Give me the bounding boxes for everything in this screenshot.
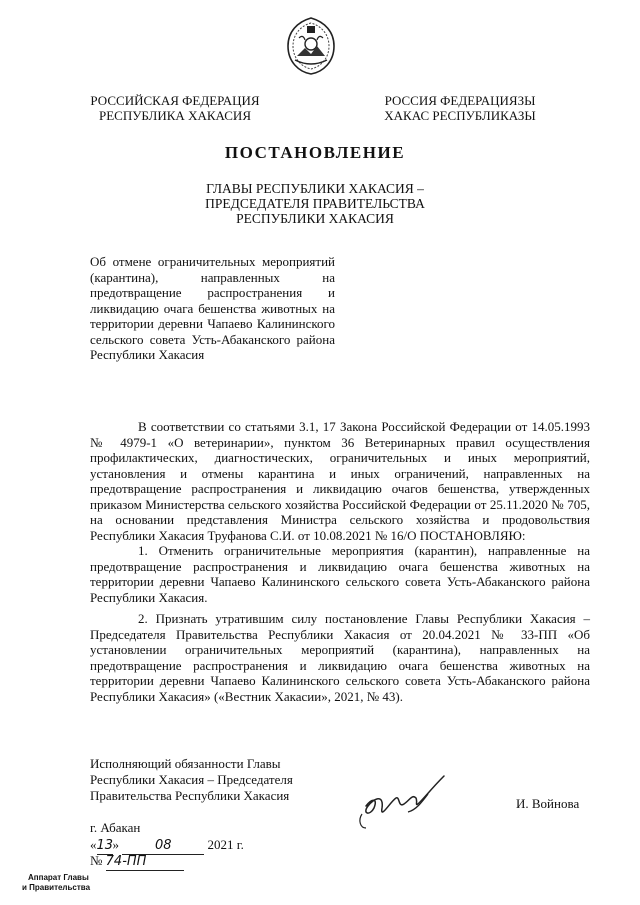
- body-item-2: 2. Признать утратившим силу постановление Главы Республики Хакасия – Председателя Правительства Республики Хакасия от 20.04.2021 № 33-ПП «Об установлении ограничительных мероприятий (карантина), направленных на предотвращение распространения и ликвидацию очага бешенства животных на территории деревни Чапаево Калининского сельского совета Усть-Абаканского района Республики Хакасия» («Вестник Хакасии», 2021, № 43).: [90, 611, 590, 704]
- header-left-line1: РОССИЙСКАЯ ФЕДЕРАЦИЯ: [90, 93, 260, 108]
- issue-day: 13: [96, 838, 114, 853]
- subject-text: Об отмене ограничительных мероприятий (карантина), направленных на предотвращение распространения и ликвидацию очага бешенства животных на территории деревни Чапаево Калининского сельского совета Усть-Абаканского района Республики Хакасия: [90, 254, 335, 362]
- document-subtitle: [170, 181, 460, 226]
- coat-of-arms-emblem: [283, 16, 339, 76]
- handwritten-signature: [352, 768, 472, 838]
- header-right-line1: РОССИЯ ФЕДЕРАЦИЯЗЫ: [384, 93, 536, 108]
- stamp-line2: и Правительства: [22, 883, 91, 892]
- signatory-position-line1: Исполняющий обязанности Главы: [90, 756, 281, 771]
- header-right: [365, 93, 555, 123]
- stamp-line1: Аппарат Главы: [28, 873, 89, 882]
- document-number: [90, 853, 210, 871]
- issue-date: «13» 08 2021 г.: [90, 837, 244, 853]
- document-body: [90, 419, 590, 704]
- number-value: 74-ПП: [106, 854, 184, 871]
- document-title: ПОСТАНОВЛЕНИЕ: [224, 143, 406, 162]
- body-preamble: В соответствии со статьями 3.1, 17 Закона Российской Федерации от 14.05.1993 № 4979-1 «О ветеринарии», пунктом 36 Ветеринарных правил осуществления профилактических, диагностических, ограничительных и иных мероприятий, установления и отмены карантина и иных ограничений, направленных на предотвращение распространения и ликвидацию очагов бешенства, утвержденных приказом Министерства сельского хозяйства Российской Федерации от 25.11.2020 № 705, на основании представления Министра сельского хозяйства и продовольствия Республики Хакасия Труфанова С.И. от 10.08.2021 № 16/О ПОСТАНОВЛЯЮ:: [90, 419, 590, 543]
- signatory-position-line3: Правительства Республики Хакасия: [90, 788, 290, 803]
- signatory-position: [90, 756, 350, 804]
- subtitle-line2: ПРЕДСЕДАТЕЛЯ ПРАВИТЕЛЬСТВА: [205, 196, 425, 211]
- body-item-1: 1. Отменить ограничительные мероприятия (карантин), направленные на предотвращение распространения и ликвидацию очага бешенства животных на территории деревни Чапаево Калининского сельского совета Усть-Абаканского района Республики Хакасия.: [90, 543, 590, 605]
- document-subject: [90, 254, 335, 363]
- header-left: [80, 93, 270, 123]
- header-left-line2: РЕСПУБЛИКА ХАКАСИЯ: [98, 108, 251, 123]
- issue-city: г. Абакан: [90, 820, 141, 835]
- issue-month: 08: [122, 838, 204, 855]
- subtitle-line3: РЕСПУБЛИКИ ХАКАСИЯ: [236, 211, 394, 226]
- header-right-line2: ХАКАС РЕСПУБЛИКАЗЫ: [384, 108, 536, 123]
- signatory-position-line2: Республики Хакасия – Председателя: [90, 772, 293, 787]
- number-prefix: №: [90, 853, 103, 868]
- signatory-name: И. Войнова: [516, 796, 580, 811]
- subtitle-line1: ГЛАВЫ РЕСПУБЛИКИ ХАКАСИЯ –: [206, 181, 424, 196]
- issue-year: 2021 г.: [207, 837, 244, 852]
- registration-stamp: [22, 873, 102, 893]
